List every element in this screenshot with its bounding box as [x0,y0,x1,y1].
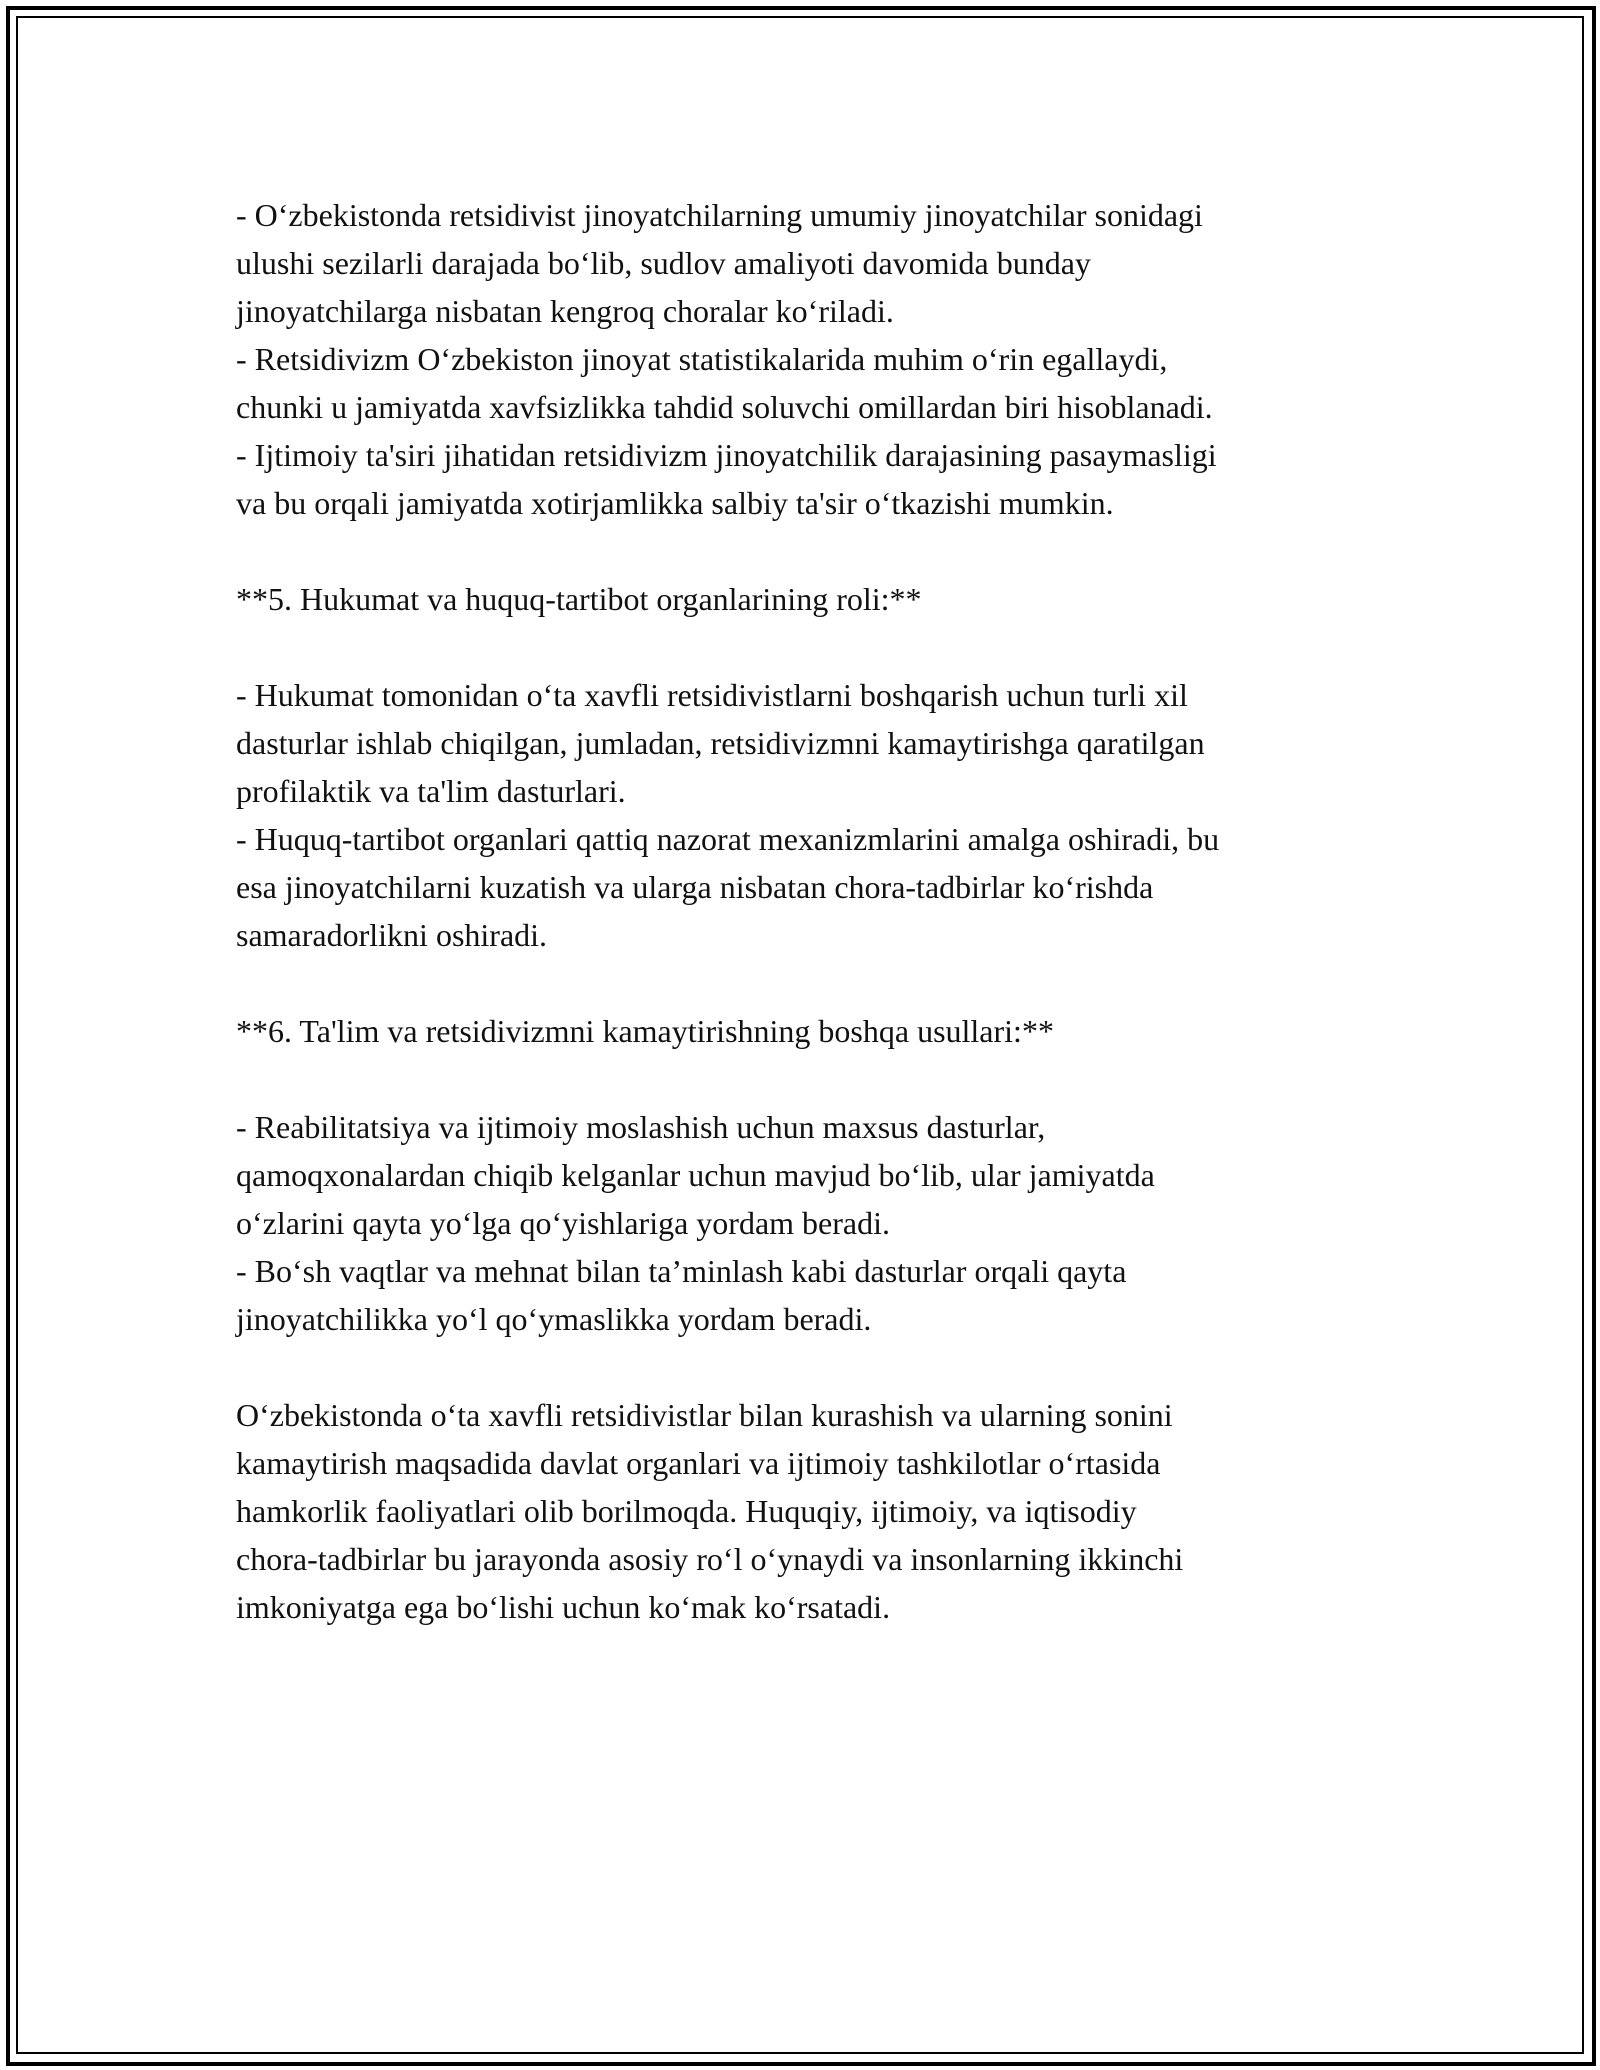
bullet-item: - Ijtimoiy ta'siri jihatidan retsidivizm jinoyatchilik darajasining pasaymasligi va bu orqali jamiyatda xotirjamlikka salbiy ta'sir o‘tkazishi mumkin. [236,437,1217,521]
conclusion-paragraph: O‘zbekistonda o‘ta xavfli retsidivistlar bilan kurashish va ularning sonini kamaytirish maqsadida davlat organlari va ijtimoiy tashkilotlar o‘rtasida hamkorlik faoliyatlari olib borilmoqda. Huquqiy, ijtimoiy, va iqtisodiy chora-tadbirlar bu jarayonda asosiy ro‘l o‘ynaydi va insonlarning ikkinchi imkoniyatga ega bo‘lishi uchun ko‘mak ko‘rsatadi. [236,1397,1184,1625]
section-heading-6: **6. Ta'lim va retsidivizmni kamaytirishning boshqa usullari:** [236,1013,1054,1049]
paragraph-gap [236,1055,1376,1103]
paragraph-gap [236,1343,1376,1391]
bullet-item: - O‘zbekistonda retsidivist jinoyatchilarning umumiy jinoyatchilar sonidagi ulushi sezilarli darajada bo‘lib, sudlov amaliyoti davomida bunday jinoyatchilarga nisbatan kengroq choralar ko‘riladi. [236,197,1203,329]
paragraph-gap [236,959,1376,1007]
section-heading-5: **5. Hukumat va huquq-tartibot organlarining roli:** [236,581,922,617]
bullet-item: - Huquq-tartibot organlari qattiq nazorat mexanizmlarini amalga oshiradi, bu esa jinoyatchilarni kuzatish va ularga nisbatan chora-tadbirlar ko‘rishda samaradorlikni oshiradi. [236,821,1220,953]
paragraph-gap [236,527,1376,575]
bullet-item: - Hukumat tomonidan o‘ta xavfli retsidivistlarni boshqarish uchun turli xil dasturlar ishlab chiqilgan, jumladan, retsidivizmni kamaytirishga qaratilgan profilaktik va ta'lim dasturlari. [236,677,1205,809]
bullet-item: - Retsidivizm O‘zbekiston jinoyat statistikalarida muhim o‘rin egallaydi, chunki u jamiyatda xavfsizlikka tahdid soluvchi omillardan biri hisoblanadi. [236,341,1213,425]
bullet-item: - Bo‘sh vaqtlar va mehnat bilan ta’minlash kabi dasturlar orqali qayta jinoyatchilikka yo‘l qo‘ymaslikka yordam beradi. [236,1253,1127,1337]
bullet-item: - Reabilitatsiya va ijtimoiy moslashish uchun maxsus dasturlar, qamoqxonalardan chiqib kelganlar uchun mavjud bo‘lib, ular jamiyatda o‘zlarini qayta yo‘lga qo‘yishlariga yordam beradi. [236,1109,1155,1241]
paragraph-gap [236,623,1376,671]
document-body [236,191,1376,1631]
